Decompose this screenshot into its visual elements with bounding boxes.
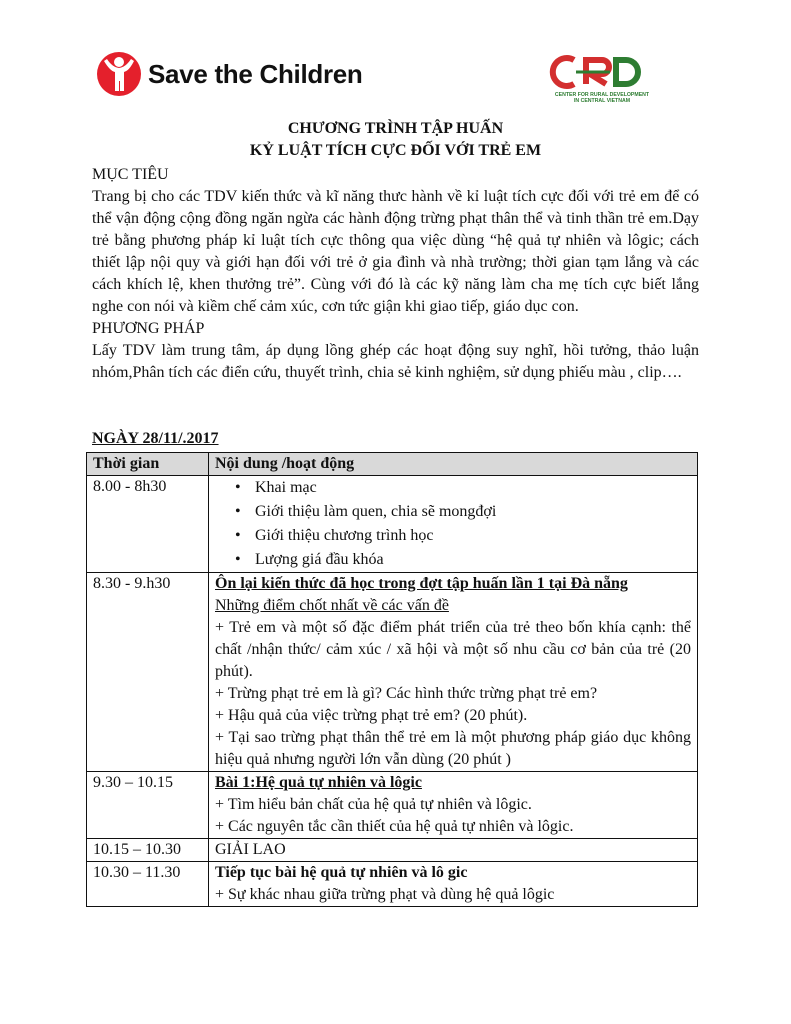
save-the-children-emblem-icon [96, 47, 142, 101]
crd-subtitle-line2: IN CENTRAL VIETNAM [573, 98, 631, 104]
session-title: Bài 1:Hệ quả tự nhiên và lôgic [215, 774, 422, 791]
intro-section [92, 164, 699, 384]
table-row [87, 772, 698, 839]
session-line: + Tìm hiểu bản chất của hệ quả tự nhiên và lôgic. [215, 796, 532, 813]
column-header-content: Nội dung /hoạt động [209, 453, 698, 476]
row-time: 8.30 - 9.h30 [87, 573, 209, 772]
list-item: • Giới thiệu chương trình học [255, 524, 691, 548]
row-content [209, 772, 698, 839]
session-line: + Trẻ em và một số đặc điểm phát triển của trẻ theo bốn khía cạnh: thể chất /nhận thức/ cảm xúc / xã hội và một số nhu cầu cơ bản của trẻ (20 phút). [215, 619, 691, 680]
crd-emblem-icon [546, 52, 658, 92]
row-time: 8.00 - 8h30 [87, 476, 209, 573]
session-line: + Tại sao trừng phạt thân thể trẻ em là một phương pháp giáo dục không hiệu quả nhưng người lớn vẫn dùng (20 phút ) [215, 729, 691, 768]
method-text: Lấy TDV làm trung tâm, áp dụng lồng ghép các hoạt động suy nghĩ, hồi tưởng, thảo luận nhóm,Phân tích các điển cứu, thuyết trình, chia sẻ kinh nghiệm, sử dụng phiếu màu , clip…. [92, 342, 699, 381]
row-content [209, 862, 698, 907]
crd-subtitle-line1: CENTER FOR RURAL DEVELOPMENT [554, 92, 650, 98]
column-header-time: Thời gian [87, 453, 209, 476]
table-header-row [87, 453, 698, 476]
crd-logo [546, 52, 658, 110]
table-row [87, 573, 698, 772]
session-title: Ôn lại kiến thức đã học trong đợt tập huấn lần 1 tại Đà nẵng [215, 575, 628, 592]
row-time: 10.30 – 11.30 [87, 862, 209, 907]
row-time: 9.30 – 10.15 [87, 772, 209, 839]
save-the-children-logo [96, 46, 363, 102]
session-line: + Hậu quả của việc trừng phạt trẻ em? (20 phút). [215, 707, 528, 724]
list-item: • Khai mạc [255, 476, 691, 500]
day-heading: NGÀY 28/11/.2017 [92, 430, 219, 447]
table-row [87, 476, 698, 573]
activity-list [215, 476, 691, 572]
list-item: • Giới thiệu làm quen, chia sẽ mongđợi [255, 500, 691, 524]
table-row [87, 839, 698, 862]
row-content [209, 573, 698, 772]
row-content [209, 476, 698, 573]
objective-label: MỤC TIÊU [92, 166, 169, 183]
session-line: + Các nguyên tắc cần thiết của hệ quả tự nhiên và lôgic. [215, 818, 574, 835]
session-line: + Trừng phạt trẻ em là gì? Các hình thức trừng phạt trẻ em? [215, 685, 598, 702]
session-subtitle: Những điểm chốt nhất về các vấn đề [215, 597, 449, 614]
session-line: + Sự khác nhau giữa trừng phạt và dùng hệ quả lôgic [215, 886, 555, 903]
session-title: Tiếp tục bài hệ quả tự nhiên và lô gic [215, 864, 468, 881]
crd-subtitle [546, 92, 658, 104]
list-item: • Lượng giá đầu khóa [255, 548, 691, 572]
program-subtitle: KỶ LUẬT TÍCH CỰC ĐỐI VỚI TRẺ EM [249, 142, 542, 159]
save-the-children-wordmark: Save the Children [148, 58, 363, 89]
method-label: PHƯƠNG PHÁP [92, 320, 205, 337]
schedule-table [86, 452, 698, 907]
objective-text: Trang bị cho các TDV kiến thức và kĩ năng thưc hành về kỉ luật tích cực đối với trẻ em để có thể vận động cộng đồng ngăn ngừa các hành động trừng phạt thân thể và tinh thần trẻ em.Dạy trẻ bằng phương pháp kỉ luật tích cực thông qua việc dùng “hệ quả tự nhiên và lôgic; cách thiết lập nội quy và giới hạn đối với trẻ ở gia đình và nhà trường; thời gian tạm lắng và các cách khích lệ, khen thưởng trẻ”. Cùng với đó là các kỹ năng làm cha mẹ tích cực biết lắng nghe con nói và kiềm chế cảm xúc, cơn tức giận khi giao tiếp, giáo dục con. [92, 188, 699, 315]
row-content: GIẢI LAO [209, 839, 698, 862]
program-title: CHƯƠNG TRÌNH TẬP HUẤN [287, 120, 504, 137]
table-row [87, 862, 698, 907]
row-time: 10.15 – 10.30 [87, 839, 209, 862]
